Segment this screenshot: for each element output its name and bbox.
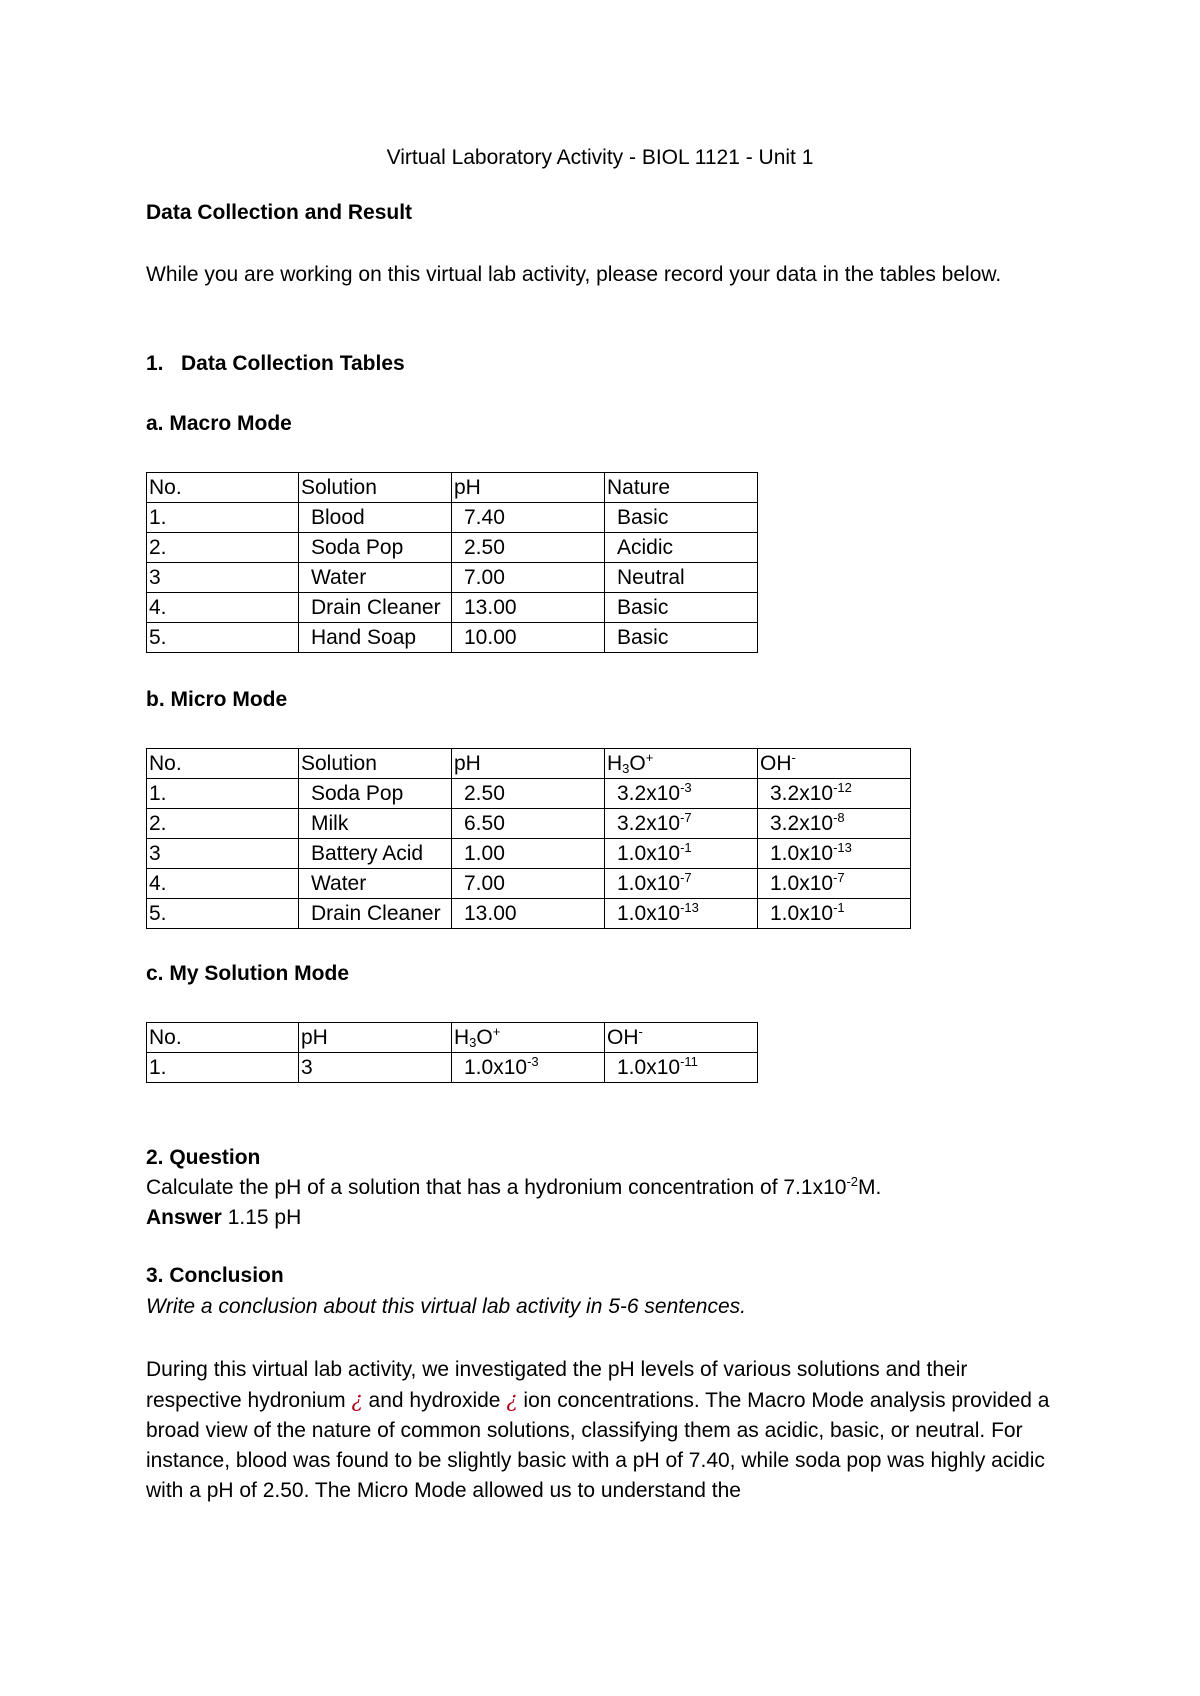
cell-solution: Soda Pop: [299, 533, 452, 563]
cell-ph: 6.50: [452, 809, 605, 839]
cell-ph: 13.00: [452, 899, 605, 929]
table-row: [147, 593, 758, 623]
cell-solution: Blood: [299, 503, 452, 533]
cell-no: 1.: [147, 1053, 299, 1083]
cell-ph: 7.40: [452, 503, 605, 533]
table-row: [147, 899, 911, 929]
cell-no: 2.: [147, 533, 299, 563]
header-cell: No.: [147, 749, 299, 779]
answer-label: Answer: [146, 1206, 222, 1229]
table-header-row: [147, 749, 911, 779]
cell-ph: 2.50: [452, 779, 605, 809]
cell-h3o-base: 3.2x10: [617, 781, 681, 805]
cell-h3o-base: 1.0x10: [464, 1055, 528, 1079]
heading-conclusion: 3. Conclusion: [146, 1264, 284, 1287]
cell-oh-exponent: -1: [833, 899, 845, 915]
cell-oh: [758, 869, 911, 899]
cell-oh-exponent: -7: [833, 869, 845, 885]
cell-h3o-base: 1.0x10: [617, 871, 681, 895]
cell-solution: Water: [299, 563, 452, 593]
question-text-after: M.: [858, 1176, 882, 1199]
cell-solution: Hand Soap: [299, 623, 452, 653]
cell-oh-exponent: -11: [680, 1053, 698, 1069]
cell-nature: Basic: [605, 623, 758, 653]
page-title: Virtual Laboratory Activity - BIOL 1121 - Unit 1: [386, 146, 814, 169]
cell-no: 3: [147, 563, 299, 593]
header-cell: pH: [452, 749, 605, 779]
conclusion-paragraph: [146, 1355, 1054, 1506]
cell-no: 1.: [147, 503, 299, 533]
cell-nature: Neutral: [605, 563, 758, 593]
cell-h3o-base: 1.0x10: [617, 841, 681, 865]
table-row: [147, 563, 758, 593]
cell-oh-base: 1.0x10: [617, 1055, 681, 1079]
heading-data-tables: 1. Data Collection Tables: [146, 352, 405, 375]
cell-oh: [758, 899, 911, 929]
cell-no: 4.: [147, 593, 299, 623]
header-cell: $H_3O^+$: [452, 1023, 605, 1053]
hydroxide-placeholder-glyph: ¿: [506, 1388, 518, 1412]
cell-solution: Battery Acid: [299, 839, 452, 869]
cell-nature: Basic: [605, 503, 758, 533]
cell-ph: 7.00: [452, 869, 605, 899]
cell-ph: 1.00: [452, 839, 605, 869]
cell-h3o-exponent: -7: [680, 809, 692, 825]
heading-macro-mode: a. Macro Mode: [146, 412, 292, 435]
table-row: [147, 779, 911, 809]
cell-solution: Drain Cleaner: [299, 593, 452, 623]
cell-h3o: [605, 809, 758, 839]
cell-oh: [758, 779, 911, 809]
table-row: [147, 623, 758, 653]
cell-solution: Milk: [299, 809, 452, 839]
cell-oh-base: 1.0x10: [770, 901, 834, 925]
cell-ph: 13.00: [452, 593, 605, 623]
cell-oh-base: 3.2x10: [770, 811, 834, 835]
cell-oh-exponent: -12: [833, 779, 852, 795]
my-solution-table: [146, 1022, 758, 1083]
macro-mode-table: [146, 472, 758, 653]
header-cell: Solution: [299, 749, 452, 779]
cell-h3o: [605, 869, 758, 899]
table-header-row: [147, 1023, 758, 1053]
header-cell: OH-: [605, 1023, 758, 1053]
cell-ph: 10.00: [452, 623, 605, 653]
cell-oh: [758, 839, 911, 869]
cell-ph: 7.00: [452, 563, 605, 593]
header-cell: Solution: [299, 473, 452, 503]
cell-nature: Acidic: [605, 533, 758, 563]
table-row: [147, 809, 911, 839]
header-cell: OH-: [758, 749, 911, 779]
hydronium-placeholder-glyph: ¿: [351, 1388, 363, 1412]
header-cell: pH: [299, 1023, 452, 1053]
intro-paragraph: While you are working on this virtual lab activity, please record your data in the tables below.: [146, 263, 1002, 286]
heading-micro-mode: b. Micro Mode: [146, 688, 288, 711]
table-row: [147, 533, 758, 563]
cell-oh-base: 3.2x10: [770, 781, 834, 805]
header-cell: Nature: [605, 473, 758, 503]
cell-ph: 2.50: [452, 533, 605, 563]
cell-h3o-exponent: -13: [680, 899, 699, 915]
heading-question: 2. Question: [146, 1146, 261, 1169]
cell-oh-exponent: -13: [833, 839, 852, 855]
micro-mode-table: [146, 748, 911, 929]
cell-h3o: [605, 779, 758, 809]
question-text-before: Calculate the pH of a solution that has a hydronium concentration of 7.1x10: [146, 1176, 847, 1199]
cell-h3o-exponent: -1: [680, 839, 692, 855]
heading-my-solution-mode: c. My Solution Mode: [146, 962, 349, 985]
cell-solution: Water: [299, 869, 452, 899]
conclusion-prompt: Write a conclusion about this virtual lab activity in 5-6 sentences.: [146, 1295, 746, 1318]
cell-h3o-exponent: -3: [527, 1053, 539, 1069]
cell-no: 4.: [147, 869, 299, 899]
cell-h3o-base: 1.0x10: [617, 901, 681, 925]
conclusion-text-3: ion concentrations. The Macro Mode analysis provided a broad view of the nature of common solutions, classifying them as acidic, basic, or neutral. For instance, blood was found to be slightly basic with a pH of 7.40, while soda pop was highly acidic with a pH of 2.50. The Micro Mode allowed us to understand the: [146, 1389, 1050, 1502]
cell-oh-base: 1.0x10: [770, 871, 834, 895]
conclusion-text-1: During this virtual lab activity, we investigated the pH levels of various solutions and their respective hydronium: [146, 1358, 968, 1412]
header-cell: No.: [147, 473, 299, 503]
answer-line: [146, 1206, 301, 1230]
cell-no: 2.: [147, 809, 299, 839]
header-cell: $H_3O^+$: [605, 749, 758, 779]
cell-ph: 3: [299, 1053, 452, 1083]
table-row: [147, 869, 911, 899]
cell-h3o-base: 3.2x10: [617, 811, 681, 835]
cell-no: 5.: [147, 623, 299, 653]
cell-nature: Basic: [605, 593, 758, 623]
cell-h3o-exponent: -3: [680, 779, 692, 795]
section-heading-data-collection: Data Collection and Result: [146, 201, 413, 224]
cell-h3o-exponent: -7: [680, 869, 692, 885]
cell-oh: [758, 809, 911, 839]
table-header-row: [147, 473, 758, 503]
table-row: [147, 839, 911, 869]
cell-oh: [605, 1053, 758, 1083]
cell-oh-exponent: -8: [833, 809, 845, 825]
cell-solution: Drain Cleaner: [299, 899, 452, 929]
header-cell: pH: [452, 473, 605, 503]
header-cell: No.: [147, 1023, 299, 1053]
conclusion-text-2: and hydroxide: [362, 1389, 507, 1412]
cell-h3o: [605, 839, 758, 869]
table-row: [147, 1053, 758, 1083]
cell-no: 1.: [147, 779, 299, 809]
cell-h3o: [452, 1053, 605, 1083]
question-exponent: -2: [846, 1174, 858, 1189]
cell-oh-base: 1.0x10: [770, 841, 834, 865]
cell-no: 3: [147, 839, 299, 869]
question-text: [146, 1176, 881, 1200]
cell-solution: Soda Pop: [299, 779, 452, 809]
table-row: [147, 503, 758, 533]
cell-no: 5.: [147, 899, 299, 929]
answer-value: 1.15 pH: [227, 1206, 302, 1229]
cell-h3o: [605, 899, 758, 929]
